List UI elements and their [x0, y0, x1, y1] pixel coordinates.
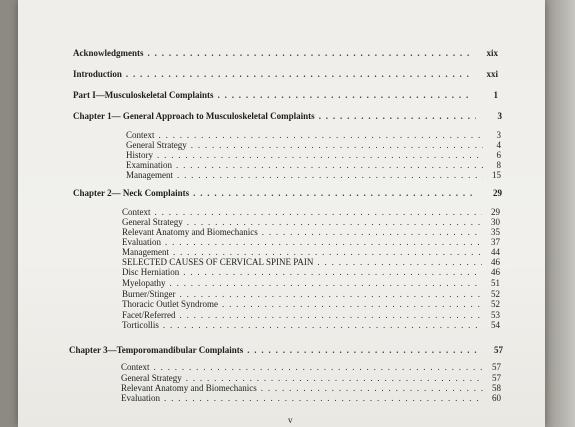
toc-section [122, 278, 500, 289]
leader-dots [319, 111, 476, 122]
toc-page-number: xix [486, 48, 498, 58]
section-page-number: 8 [496, 160, 501, 170]
toc-section [122, 299, 500, 310]
leader-dots [154, 362, 484, 373]
section-page-number: 57 [492, 362, 501, 372]
section-page-number: 52 [491, 299, 500, 309]
leader-dots [177, 170, 483, 181]
chapter-heading-2 [73, 188, 502, 199]
toc-page-number: 3 [497, 111, 502, 121]
toc-label: Part I—Musculoskeletal Complaints [73, 90, 214, 100]
section-page-number: 44 [491, 247, 500, 257]
section-page-number: 30 [491, 217, 500, 227]
section-label: Relevant Anatomy and Biomechanics [121, 383, 257, 393]
section-page-number: 6 [496, 150, 501, 160]
section-label: General Strategy [122, 217, 183, 227]
section-page-number: 35 [491, 227, 500, 237]
section-label: Evaluation [122, 237, 161, 247]
section-page-number: 54 [491, 320, 500, 330]
leader-dots [164, 393, 483, 404]
section-label: Myelopathy [122, 278, 166, 288]
chapter-title: Chapter 3—Temporomandibular Complaints [69, 345, 244, 355]
toc-section [121, 393, 501, 404]
section-page-number: 60 [492, 393, 501, 403]
leader-dots [218, 90, 473, 101]
toc-page-number: 29 [493, 188, 502, 198]
section-label: Disc Herniation [122, 267, 180, 277]
section-label: Evaluation [121, 393, 160, 403]
adjacent-page-edge [545, 0, 575, 427]
section-page-number: 15 [492, 170, 501, 180]
section-page-number: 37 [491, 237, 500, 247]
toc-page-number: 57 [494, 345, 503, 355]
section-label: Thoracic Outlet Syndrome [122, 299, 218, 309]
section-page-number: 53 [491, 310, 500, 320]
toc-page-number: xxi [486, 69, 498, 79]
leader-dots [247, 345, 477, 356]
section-label: Context [122, 207, 151, 217]
chapter-heading-3 [69, 345, 503, 356]
chapter-title: Chapter 2— Neck Complaints [73, 188, 190, 198]
section-page-number: 46 [491, 267, 500, 277]
section-label: General Strategy [126, 140, 187, 150]
toc-page-number: 1 [493, 90, 498, 100]
section-label: Management [122, 247, 169, 257]
leader-dots [222, 299, 482, 310]
toc-section [122, 320, 500, 331]
section-page-number: 3 [496, 130, 501, 140]
section-label: General Strategy [121, 373, 182, 383]
section-label: Relevant Anatomy and Biomechanics [122, 227, 258, 237]
leader-dots [163, 320, 482, 331]
toc-entry-acknowledgments [73, 48, 498, 59]
table-of-contents [18, 0, 545, 427]
book-page [18, 0, 545, 427]
section-page-number: 4 [496, 140, 501, 150]
page-footer-numeral: v [288, 415, 293, 425]
section-label: Context [126, 130, 155, 140]
section-page-number: 29 [491, 207, 500, 217]
leader-dots [193, 188, 476, 199]
section-label: Examination [126, 160, 172, 170]
toc-entry-introduction [73, 69, 498, 80]
section-label: Torticollis [122, 320, 159, 330]
leader-dots [183, 267, 482, 278]
toc-section [121, 362, 501, 373]
section-page-number: 52 [491, 289, 500, 299]
section-page-number: 51 [491, 278, 500, 288]
section-label: Management [126, 170, 173, 180]
section-label: SELECTED CAUSES OF CERVICAL SPINE PAIN [122, 257, 314, 267]
leader-dots [126, 69, 472, 80]
chapter-title: Chapter 1— General Approach to Musculoskeletal Complaints [73, 111, 315, 121]
section-page-number: 58 [492, 383, 501, 393]
section-label: Burner/Stinger [122, 289, 176, 299]
toc-entry-part-1 [73, 90, 498, 101]
section-page-number: 57 [492, 373, 501, 383]
section-label: Context [121, 362, 150, 372]
section-page-number: 46 [491, 257, 500, 267]
leader-dots [170, 278, 483, 289]
chapter-heading-1 [73, 111, 502, 122]
section-label: History [126, 150, 153, 160]
toc-section [126, 170, 501, 181]
leader-dots [148, 48, 472, 59]
toc-label: Introduction [73, 69, 122, 79]
toc-section [122, 267, 500, 278]
toc-label: Acknowledgments [73, 48, 144, 58]
section-label: Facet/Referred [122, 310, 176, 320]
